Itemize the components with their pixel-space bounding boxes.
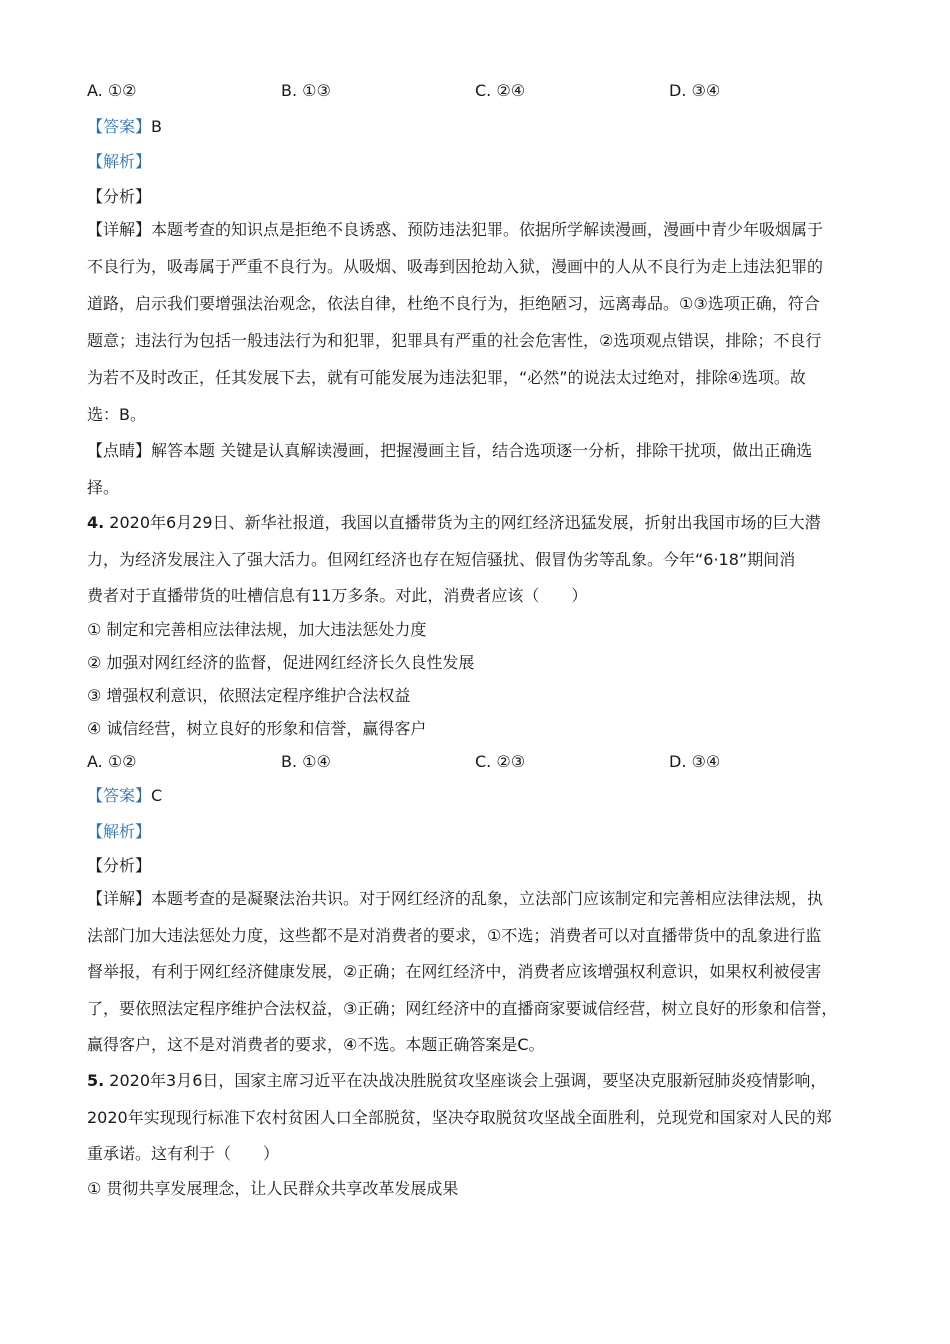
q4-statement: ③ 增强权利意识，依照法定程序维护合法权益 xyxy=(87,686,411,705)
q4-statement: ② 加强对网红经济的监督，促进网红经济长久良性发展 xyxy=(87,653,475,672)
stem-text: 2020年3月6日，国家主席习近平在决战决胜脱贫攻坚座谈会上强调，要坚决克服新冠肺炎疫情影响， xyxy=(104,1071,827,1090)
q4-options xyxy=(87,752,867,772)
answer-value: B xyxy=(151,117,162,136)
q4-detail-line: 督举报，有利于网红经济健康发展，②正确；在网红经济中，消费者应该增强权利意识，如果权利被侵害 xyxy=(87,962,822,981)
q5-stem-line: 重承诺。这有利于（ ） xyxy=(87,1144,280,1163)
q4-statement: ④ 诚信经营，树立良好的形象和信誉，赢得客户 xyxy=(87,719,427,738)
q3-detail-line: 道路，启示我们要增强法治观念，依法自律，杜绝不良行为，拒绝陋习，远离毒品。①③选项正确，符合 xyxy=(87,294,820,313)
q4-stem-line: 力，为经济发展注入了强大活力。但网红经济也存在短信骚扰、假冒伪劣等乱象。今年“6·18”期间消 xyxy=(87,550,796,569)
q4-stem-line: 费者对于直播带货的吐槽信息有11万多条。对此，消费者应该（ ） xyxy=(87,586,588,605)
tip-tag: 【点睛】 xyxy=(87,441,152,460)
question-number: 4. xyxy=(87,513,105,532)
answer-tag: 【答案】 xyxy=(87,786,152,805)
q4-option-b[interactable]: B. ①④ xyxy=(281,752,331,771)
detail-text: 本题考查的是凝聚法治共识。对于网红经济的乱象，立法部门应该制定和完善相应法律法规，执 xyxy=(151,889,824,908)
q3-option-c[interactable]: C. ②④ xyxy=(475,81,526,100)
answer-value: C xyxy=(151,786,163,805)
q3-fenxi-tag: 【分析】 xyxy=(87,187,152,206)
stem-text: 2020年6月29日、新华社报道，我国以直播带货为主的网红经济迅猛发展，折射出我国市场的巨大潜 xyxy=(104,513,821,532)
q3-tip-line xyxy=(87,441,812,461)
detail-tag: 【详解】 xyxy=(87,889,152,908)
q5-stem-line: 2020年实现现行标准下农村贫困人口全部脱贫，坚决夺取脱贫攻坚战全面胜利，兑现党和国家对人民的郑 xyxy=(87,1108,832,1127)
detail-text: 本题考查的知识点是拒绝不良诱惑、预防违法犯罪。依据所学解读漫画，漫画中青少年吸烟属于 xyxy=(151,220,824,239)
q3-options xyxy=(87,81,867,101)
q4-detail-line: 了，要依照法定程序维护合法权益，③正确；网红经济中的直播商家要诚信经营，树立良好的形象和信誉， xyxy=(87,999,838,1018)
q3-detail-line: 选：B。 xyxy=(87,405,146,424)
q3-option-d[interactable]: D. ③④ xyxy=(669,81,721,100)
question-number: 5. xyxy=(87,1071,105,1090)
q4-detail-line: 赢得客户，这不是对消费者的要求，④不选。本题正确答案是C。 xyxy=(87,1035,545,1054)
tip-text: 解答本题 关键是认真解读漫画，把握漫画主旨，结合选项逐一分析，排除干扰项，做出正确选 xyxy=(151,441,813,460)
q3-detail-line: 为若不及时改正，任其发展下去，就有可能发展为违法犯罪，“必然”的说法太过绝对，排除④选项。故 xyxy=(87,368,806,387)
q4-answer xyxy=(87,786,162,806)
detail-tag: 【详解】 xyxy=(87,220,152,239)
q3-detail-line: 题意；违法行为包括一般违法行为和犯罪，犯罪具有严重的社会危害性，②选项观点错误，排除；不良行 xyxy=(87,331,822,350)
q3-option-a[interactable]: A. ①② xyxy=(87,81,137,100)
q3-answer xyxy=(87,117,162,137)
answer-tag: 【答案】 xyxy=(87,117,152,136)
q4-analysis-tag: 【解析】 xyxy=(87,822,152,841)
q3-detail-line: 不良行为，吸毒属于严重不良行为。从吸烟、吸毒到因抢劫入狱，漫画中的人从不良行为走上违法犯罪的 xyxy=(87,257,824,276)
q4-stem-line xyxy=(87,513,821,533)
q3-analysis-tag: 【解析】 xyxy=(87,152,152,171)
q4-statement: ① 制定和完善相应法律法规，加大违法惩处力度 xyxy=(87,620,427,639)
q4-fenxi-tag: 【分析】 xyxy=(87,856,152,875)
q4-option-c[interactable]: C. ②③ xyxy=(475,752,526,771)
q3-detail-line xyxy=(87,220,823,240)
q4-option-a[interactable]: A. ①② xyxy=(87,752,137,771)
q4-detail-line: 法部门加大违法惩处力度，这些都不是对消费者的要求，①不选；消费者可以对直播带货中的乱象进行监 xyxy=(87,926,822,945)
q5-stem-line xyxy=(87,1071,826,1091)
q4-detail-line xyxy=(87,889,823,909)
q3-tip-line: 择。 xyxy=(87,478,120,497)
q3-option-b[interactable]: B. ①③ xyxy=(281,81,331,100)
q4-option-d[interactable]: D. ③④ xyxy=(669,752,721,771)
q5-statement: ① 贯彻共享发展理念，让人民群众共享改革发展成果 xyxy=(87,1179,459,1198)
